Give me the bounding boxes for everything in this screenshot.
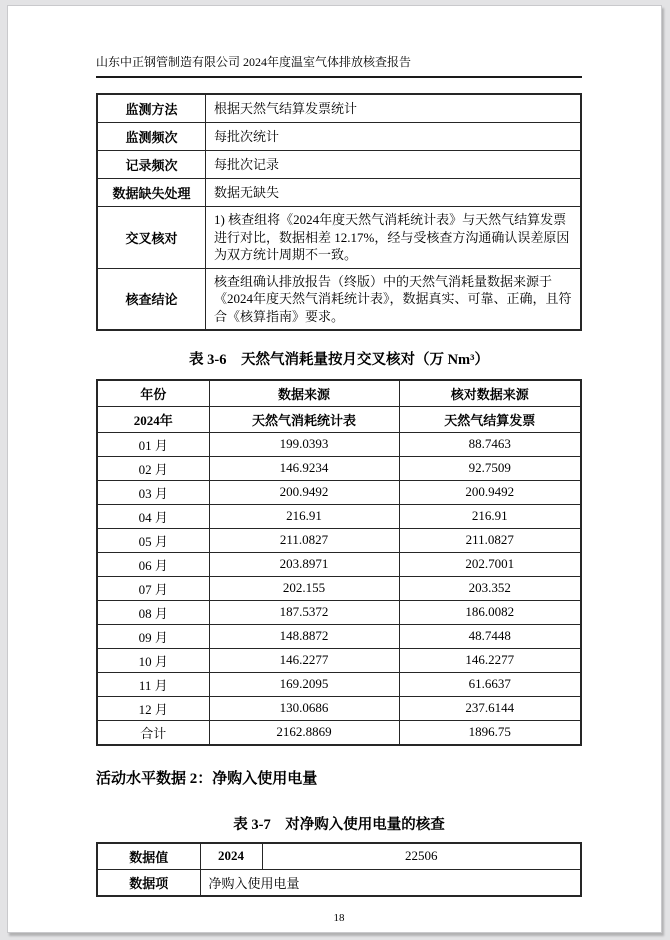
- month-cell: 09 月: [97, 624, 209, 648]
- gas-table-row: [97, 456, 581, 480]
- electricity-table: [96, 842, 582, 897]
- gas-table-row: [97, 480, 581, 504]
- month-cell: 08 月: [97, 600, 209, 624]
- value-cell: 186.0082: [399, 600, 581, 624]
- value-cell: 169.2095: [209, 672, 399, 696]
- monitoring-row-value: 每批次记录: [206, 151, 582, 179]
- value-cell: 61.6637: [399, 672, 581, 696]
- subheader-check-source: 天然气结算发票: [399, 406, 581, 432]
- document-page: [7, 5, 662, 933]
- value-cell: 216.91: [399, 504, 581, 528]
- value-cell: 216.91: [209, 504, 399, 528]
- gas-table-row: [97, 600, 581, 624]
- value-cell: 148.8872: [209, 624, 399, 648]
- monitoring-row: [97, 179, 581, 207]
- page-number: 18: [333, 911, 345, 924]
- value-cell: 200.9492: [399, 480, 581, 504]
- monitoring-row-label: 数据缺失处理: [97, 179, 206, 207]
- month-cell: 合计: [97, 720, 209, 745]
- value-cell: 203.8971: [209, 552, 399, 576]
- electricity-item-label: 数据项: [97, 869, 200, 896]
- value-cell: 211.0827: [209, 528, 399, 552]
- electricity-item-row: [97, 869, 581, 896]
- value-cell: 203.352: [399, 576, 581, 600]
- month-cell: 11 月: [97, 672, 209, 696]
- electricity-value-row: [97, 843, 581, 870]
- value-cell: 48.7448: [399, 624, 581, 648]
- gas-table-row: [97, 624, 581, 648]
- value-cell: 187.5372: [209, 600, 399, 624]
- month-cell: 03 月: [97, 480, 209, 504]
- gas-cross-check-table: [96, 379, 582, 746]
- col-header-check-source: 核对数据来源: [399, 380, 581, 406]
- value-cell: 199.0393: [209, 432, 399, 456]
- month-cell: 01 月: [97, 432, 209, 456]
- monitoring-row: [97, 207, 581, 269]
- month-cell: 12 月: [97, 696, 209, 720]
- month-cell: 02 月: [97, 456, 209, 480]
- col-header-year: 年份: [97, 380, 209, 406]
- monitoring-row-label: 核查结论: [97, 268, 206, 330]
- section-heading: 活动水平数据 2：净购入使用电量: [96, 770, 318, 787]
- gas-table-subheader-row: [97, 406, 581, 432]
- page-header: [96, 54, 582, 78]
- table-3-7-title: 表 3-7 对净购入使用电量的核查: [233, 816, 445, 833]
- value-cell: 146.2277: [209, 648, 399, 672]
- month-cell: 06 月: [97, 552, 209, 576]
- col-header-data-source: 数据来源: [209, 380, 399, 406]
- value-cell: 237.6144: [399, 696, 581, 720]
- gas-table-row: [97, 576, 581, 600]
- electricity-year-cell: 2024: [200, 843, 262, 870]
- monitoring-row-label: 交叉核对: [97, 207, 206, 269]
- monitoring-row-value: 核查组确认排放报告（终版）中的天然气消耗量数据来源于《2024年度天然气消耗统计表》，数据真实、可靠、正确，且符合《核算指南》要求。: [206, 268, 582, 330]
- value-cell: 211.0827: [399, 528, 581, 552]
- value-cell: 146.2277: [399, 648, 581, 672]
- electricity-item-cell: 净购入使用电量: [200, 869, 581, 896]
- gas-table-header-row: [97, 380, 581, 406]
- value-cell: 200.9492: [209, 480, 399, 504]
- monitoring-row-label: 监测方法: [97, 94, 206, 123]
- subheader-year: 2024年: [97, 406, 209, 432]
- table-3-6-title: 表 3-6 天然气消耗量按月交叉核对（万 Nm³）: [189, 352, 489, 368]
- month-cell: 04 月: [97, 504, 209, 528]
- gas-table-row: [97, 432, 581, 456]
- monitoring-row: [97, 151, 581, 179]
- value-cell: 92.7509: [399, 456, 581, 480]
- gas-table-row: [97, 672, 581, 696]
- value-cell: 1896.75: [399, 720, 581, 745]
- monitoring-row-value: 根据天然气结算发票统计: [206, 94, 582, 123]
- value-cell: 202.155: [209, 576, 399, 600]
- monitoring-row-value: 1) 核查组将《2024年度天然气消耗统计表》与天然气结算发票进行对比，数据相差 12.17%，经与受核查方沟通确认误差原因为双方统计周期不一致。: [206, 207, 582, 269]
- header-title: 山东中正钢管制造有限公司 2024年度温室气体排放核查报告: [96, 55, 412, 69]
- monitoring-row: [97, 94, 581, 123]
- monitoring-row-label: 监测频次: [97, 123, 206, 151]
- month-cell: 07 月: [97, 576, 209, 600]
- gas-table-row: [97, 720, 581, 745]
- month-cell: 05 月: [97, 528, 209, 552]
- gas-table-row: [97, 528, 581, 552]
- gas-table-row: [97, 648, 581, 672]
- electricity-value-label: 数据值: [97, 843, 200, 870]
- month-cell: 10 月: [97, 648, 209, 672]
- monitoring-row: [97, 123, 581, 151]
- value-cell: 130.0686: [209, 696, 399, 720]
- gas-table-row: [97, 552, 581, 576]
- subheader-source: 天然气消耗统计表: [209, 406, 399, 432]
- gas-table-body: [97, 432, 581, 745]
- value-cell: 202.7001: [399, 552, 581, 576]
- monitoring-row: [97, 268, 581, 330]
- monitoring-table-body: [97, 94, 581, 330]
- gas-table-row: [97, 696, 581, 720]
- value-cell: 88.7463: [399, 432, 581, 456]
- monitoring-row-value: 每批次统计: [206, 123, 582, 151]
- monitoring-table: [96, 93, 582, 331]
- monitoring-row-label: 记录频次: [97, 151, 206, 179]
- monitoring-row-value: 数据无缺失: [206, 179, 582, 207]
- gas-table-row: [97, 504, 581, 528]
- value-cell: 2162.8869: [209, 720, 399, 745]
- electricity-amount-cell: 22506: [262, 843, 581, 870]
- value-cell: 146.9234: [209, 456, 399, 480]
